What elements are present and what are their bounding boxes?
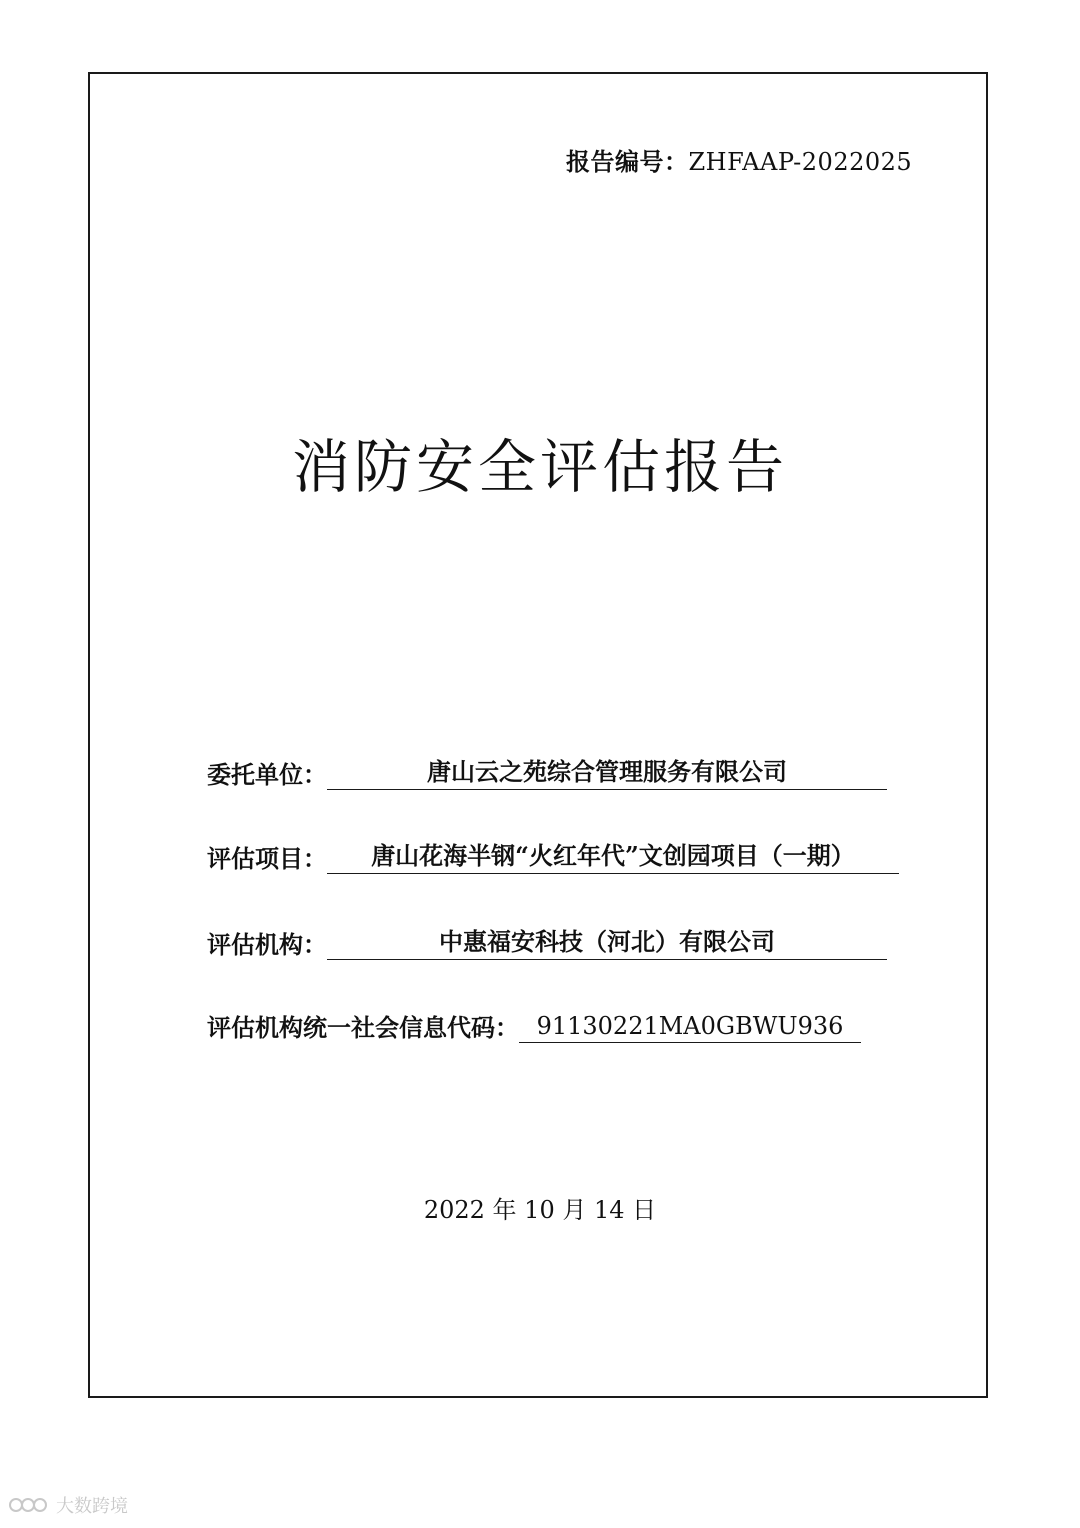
brand-logo-icon (8, 1494, 50, 1516)
field-project (207, 836, 899, 874)
document-title: 消防安全评估报告 (291, 433, 788, 501)
field-project-label: 评估项目： (207, 844, 327, 873)
field-agency-label: 评估机构： (207, 930, 327, 959)
report-number-value: ZHFAAP-2022025 (688, 148, 913, 176)
watermark-text: 大数跨境 (56, 1496, 128, 1517)
report-date: 2022 年 10 月 14 日 (423, 1196, 657, 1224)
field-credit-code-label: 评估机构统一社会信息代码： (207, 1013, 519, 1042)
field-credit-code-value: 91130221MA0GBWU936 (519, 1012, 861, 1043)
field-project-value: 唐山花海半钢“火红年代”文创园项目（一期） (327, 836, 899, 874)
watermark (8, 1492, 128, 1518)
report-number (566, 142, 912, 177)
field-client-label: 委托单位： (207, 760, 327, 789)
field-credit-code (207, 1008, 861, 1043)
field-agency-value: 中惠福安科技（河北）有限公司 (327, 922, 887, 960)
field-client (207, 752, 887, 790)
field-agency (207, 922, 887, 960)
report-number-label: 报告编号： (566, 147, 689, 176)
field-client-value: 唐山云之苑综合管理服务有限公司 (327, 752, 887, 790)
